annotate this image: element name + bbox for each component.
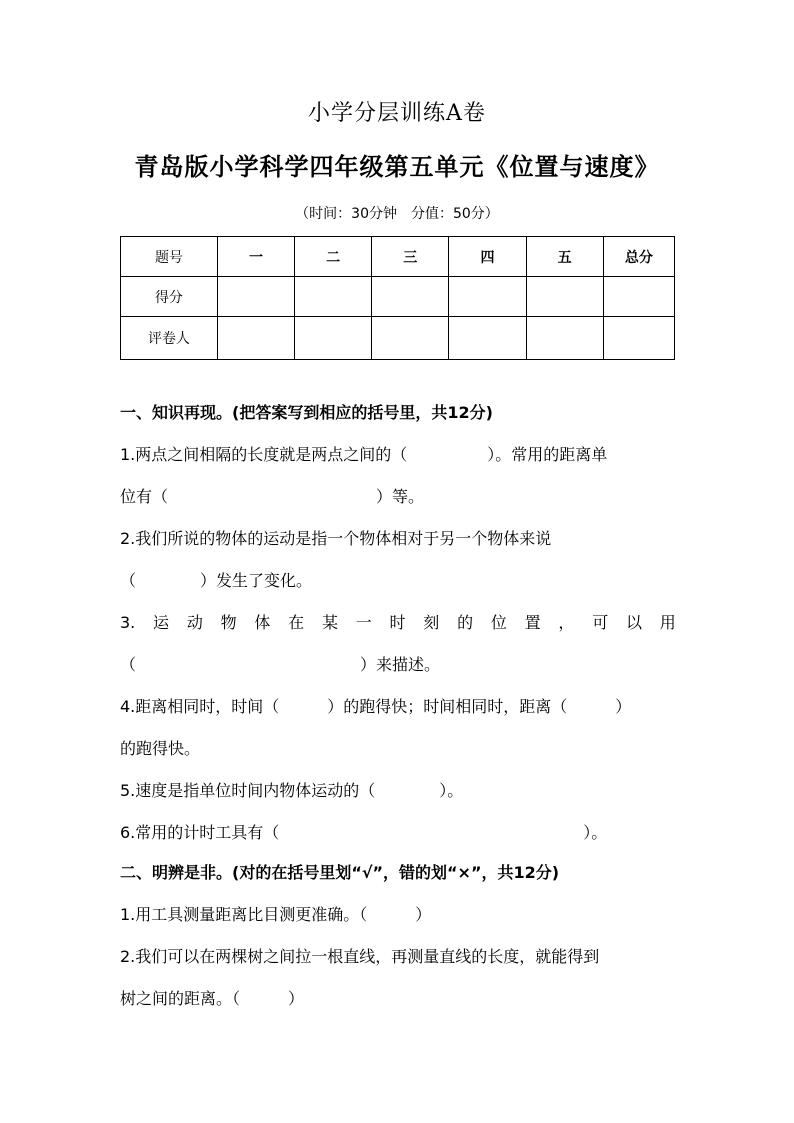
section1-heading: 一、知识再现。(把答案写到相应的括号里，共12分)	[120, 403, 493, 422]
grader-cell	[449, 317, 526, 360]
grader-cell	[526, 317, 603, 360]
score-cell	[449, 277, 526, 317]
q3-char: 以	[625, 613, 642, 632]
q3-char: 一	[355, 613, 372, 632]
q3-char: 置	[524, 613, 541, 632]
row-label-grader: 评卷人	[121, 317, 218, 360]
tf-question-2-line-1: 2.我们可以在两棵树之间拉一根直线，再测量直线的长度，就能得到	[120, 947, 600, 966]
score-table-header-row	[121, 237, 675, 277]
question-2-line-1: 2.我们所说的物体的运动是指一个物体相对于另一个物体来说	[120, 529, 552, 548]
q3-char: 位	[490, 613, 507, 632]
q3-char: 运	[153, 613, 170, 632]
q3-char: 刻	[423, 613, 440, 632]
question-3-line-2: （ ）来描述。	[120, 655, 441, 674]
question-4-line-2: 的跑得快。	[120, 739, 201, 758]
header-cell-3: 三	[372, 237, 449, 277]
section2-heading: 二、明辨是非。(对的在括号里划“√”，错的划“×”，共12分)	[120, 863, 560, 882]
q3-char: 体	[254, 613, 271, 632]
header-cell-1: 一	[217, 237, 294, 277]
score-row	[121, 277, 675, 317]
question-3-line-1	[120, 612, 676, 634]
question-4-line-1: 4.距离相同时，时间（ ）的跑得快；时间相同时，距离（ ）	[120, 697, 632, 716]
exam-series-title: 小学分层训练A卷	[308, 101, 486, 126]
exam-time-score-info: （时间：30分钟 分值：50分）	[295, 206, 499, 222]
score-cell	[603, 277, 674, 317]
q3-char: 在	[288, 613, 305, 632]
score-table	[120, 236, 675, 360]
score-cell	[372, 277, 449, 317]
q3-char: 动	[186, 613, 203, 632]
q3-char: 可	[592, 613, 609, 632]
question-6: 6.常用的计时工具有（ ）。	[120, 823, 608, 842]
q3-char: 物	[220, 613, 237, 632]
header-cell-4: 四	[449, 237, 526, 277]
grader-cell	[217, 317, 294, 360]
header-cell-5: 五	[526, 237, 603, 277]
grader-cell	[372, 317, 449, 360]
question-1-line-1: 1.两点之间相隔的长度就是两点之间的（ ）。常用的距离单	[120, 445, 608, 464]
q3-char: 用	[659, 613, 676, 632]
q3-char: 时	[389, 613, 406, 632]
grader-cell	[603, 317, 674, 360]
header-cell-question-no: 题号	[121, 237, 218, 277]
header-cell-total: 总分	[603, 237, 674, 277]
q3-char: 3.	[120, 613, 136, 632]
score-cell	[217, 277, 294, 317]
grader-row	[121, 317, 675, 360]
row-label-score: 得分	[121, 277, 218, 317]
header-cell-2: 二	[295, 237, 372, 277]
tf-question-2-line-2: 树之间的距离。（ ）	[120, 989, 305, 1008]
q3-char: 某	[321, 613, 338, 632]
question-5: 5.速度是指单位时间内物体运动的（ ）。	[120, 781, 464, 800]
question-2-line-2: （ ）发生了变化。	[120, 571, 313, 590]
q3-char: 的	[457, 613, 474, 632]
tf-question-1: 1.用工具测量距离比目测更准确。（ ）	[120, 905, 432, 924]
score-cell	[526, 277, 603, 317]
exam-title: 青岛版小学科学四年级第五单元《位置与速度》	[134, 153, 660, 181]
q3-char: ，	[558, 613, 575, 632]
score-cell	[295, 277, 372, 317]
grader-cell	[295, 317, 372, 360]
question-1-line-2: 位有（ ）等。	[120, 487, 425, 506]
